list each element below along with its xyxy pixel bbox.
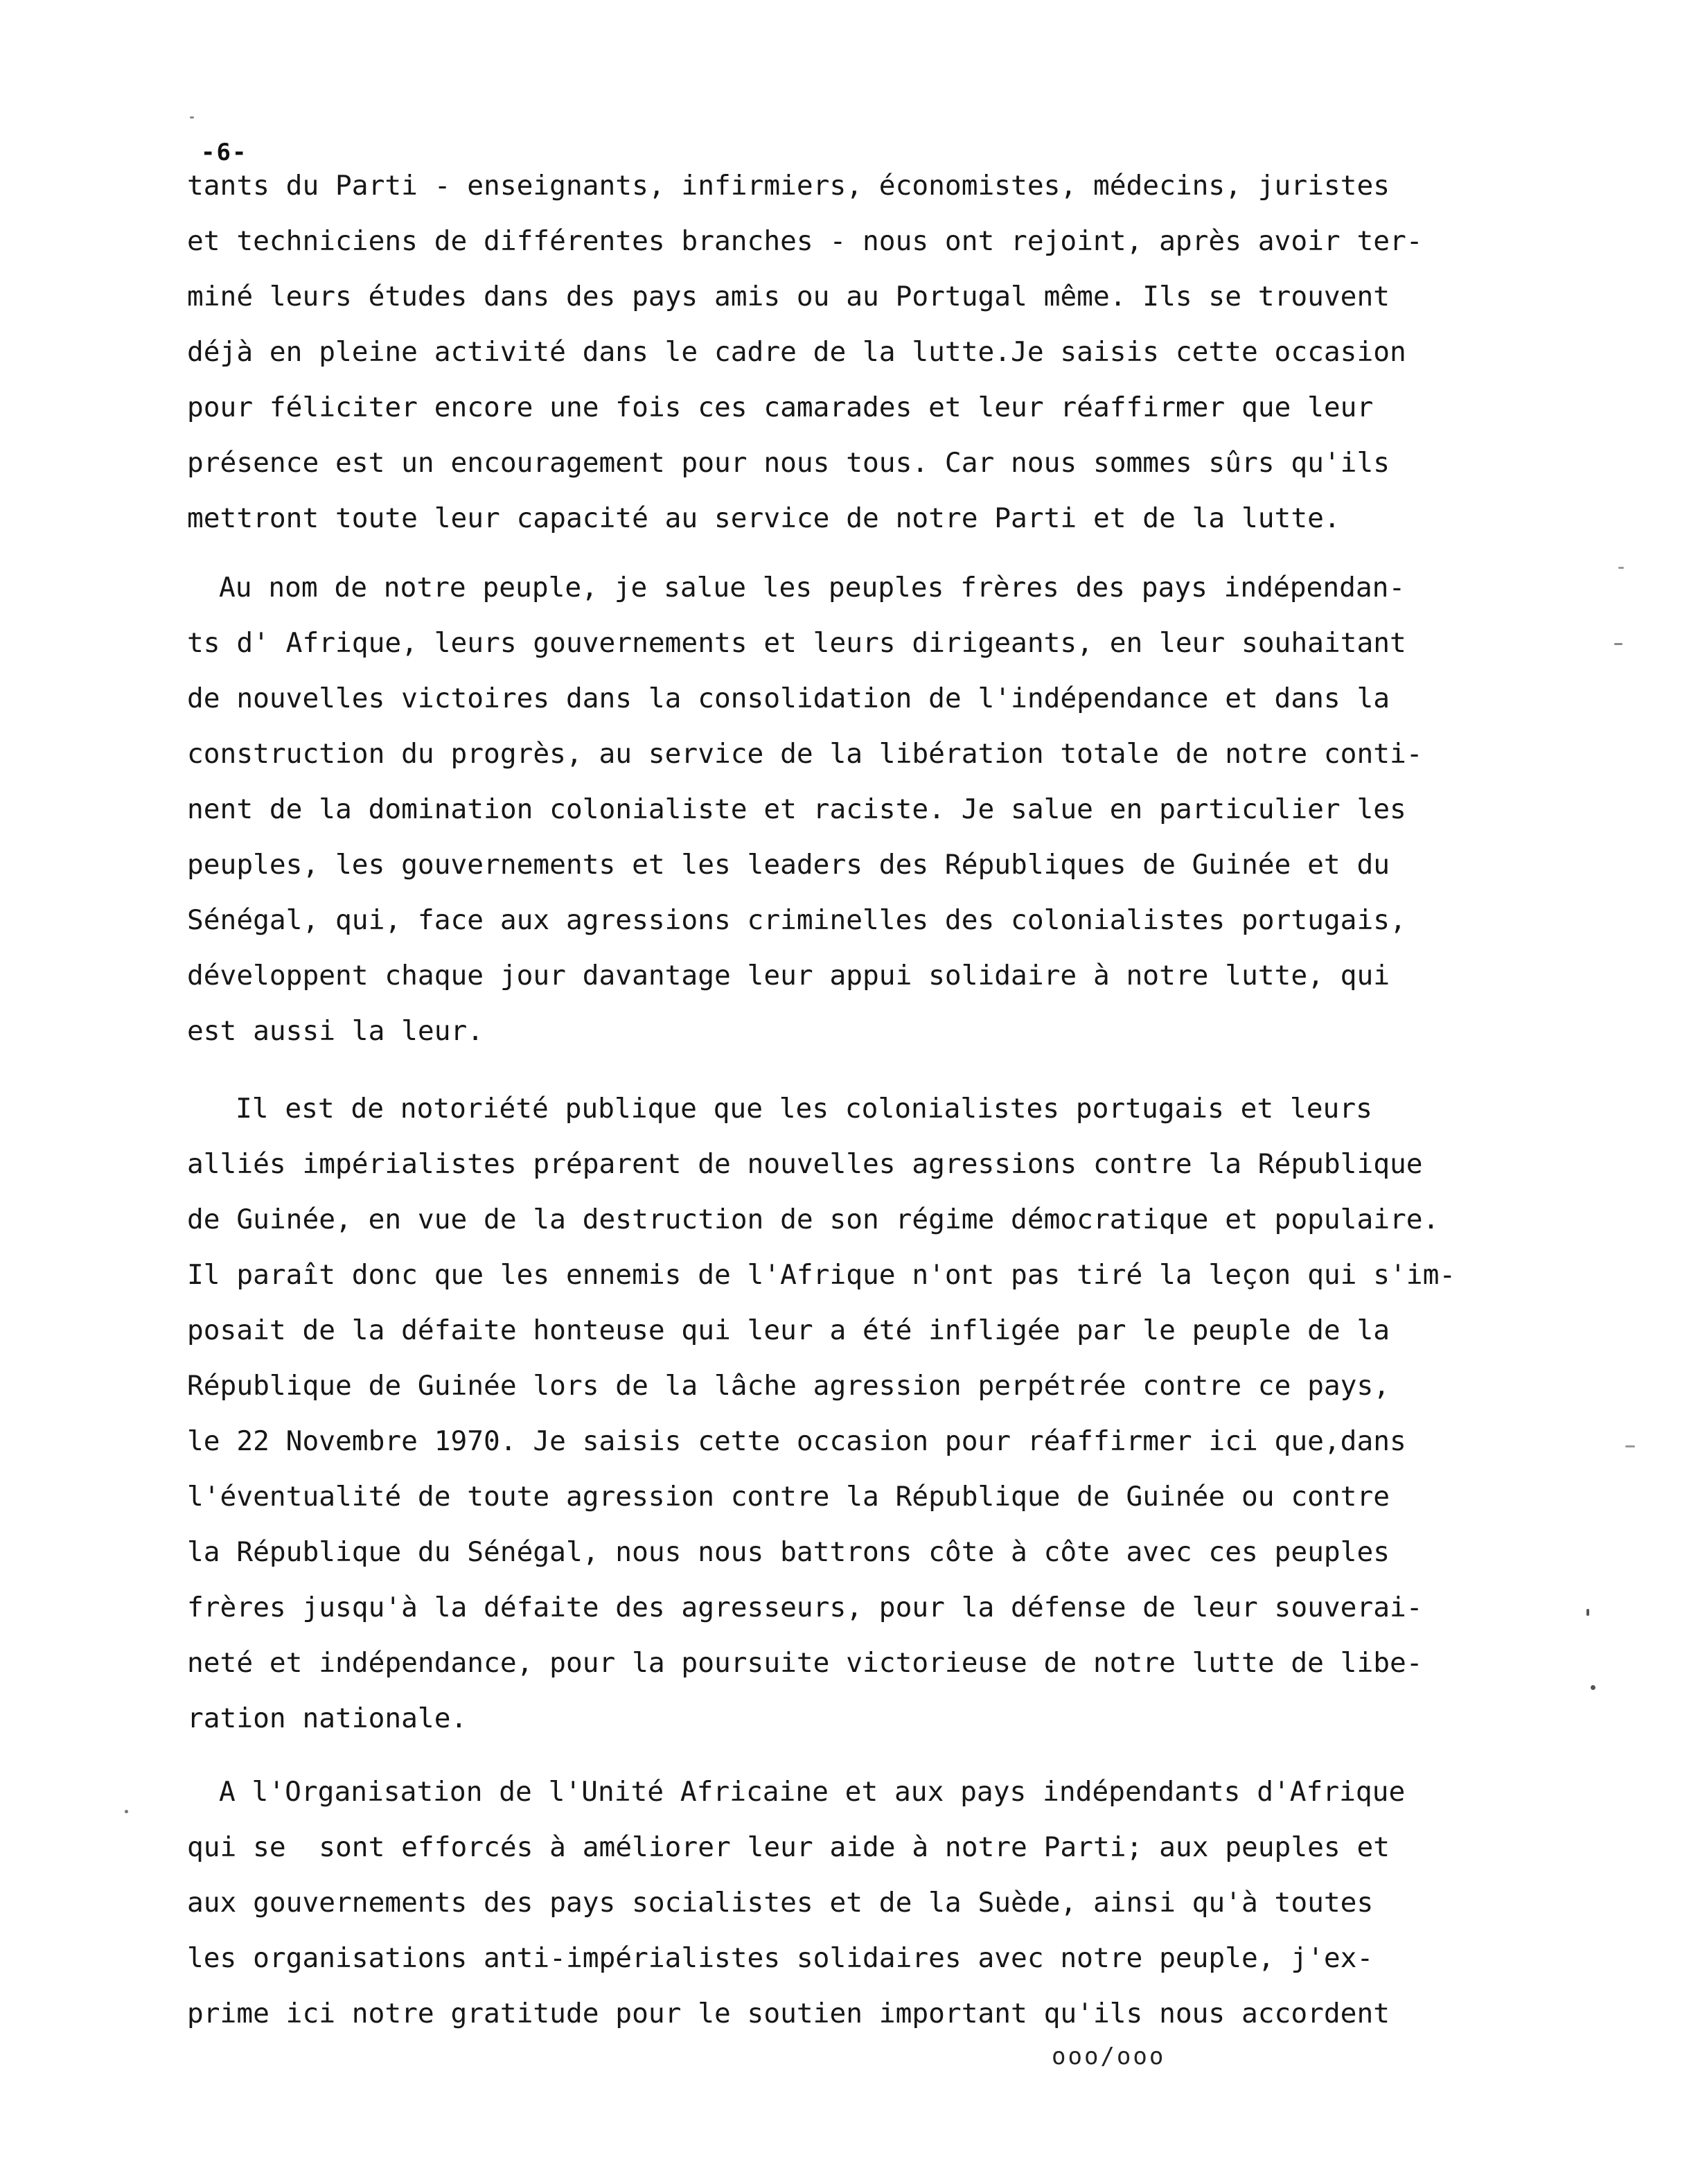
continuation-marker: ooo/ooo xyxy=(1052,2043,1166,2070)
scan-speck xyxy=(125,1810,128,1813)
text-line: développent chaque jour davantage leur appui solidaire à notre lutte, qui xyxy=(187,960,1390,992)
text-line: A l'Organisation de l'Unité Africaine et aux pays indépendants d'Afrique xyxy=(219,1776,1406,1808)
text-line: déjà en pleine activité dans le cadre de la lutte.Je saisis cette occasion xyxy=(187,336,1406,368)
page-number: -6- xyxy=(201,139,248,166)
scan-speck xyxy=(190,116,194,118)
text-line: posait de la défaite honteuse qui leur a été infligée par le peuple de la xyxy=(187,1314,1390,1346)
text-line: neté et indépendance, pour la poursuite victorieuse de notre lutte de libe- xyxy=(187,1647,1423,1679)
text-line: qui se sont efforcés à améliorer leur aide à notre Parti; aux peuples et xyxy=(187,1831,1390,1863)
text-line: pour féliciter encore une fois ces camarades et leur réaffirmer que leur xyxy=(187,391,1374,423)
text-line: tants du Parti - enseignants, infirmiers, économistes, médecins, juristes xyxy=(187,170,1390,202)
text-line: la République du Sénégal, nous nous battrons côte à côte avec ces peuples xyxy=(187,1536,1390,1568)
text-line: Il est de notoriété publique que les colonialistes portugais et leurs xyxy=(236,1093,1372,1125)
paragraph-party-cadres xyxy=(187,158,1503,546)
text-line: construction du progrès, au service de la libération totale de notre conti- xyxy=(187,738,1423,770)
scan-speck xyxy=(1618,567,1624,569)
text-line: République de Guinée lors de la lâche agression perpétrée contre ce pays, xyxy=(187,1370,1390,1402)
paragraph-aggressions-guinea xyxy=(187,1081,1503,1746)
text-line: peuples, les gouvernements et les leaders des Républiques de Guinée et du xyxy=(187,849,1390,881)
text-line: nent de la domination colonialiste et raciste. Je salue en particulier les xyxy=(187,793,1406,825)
text-line: est aussi la leur. xyxy=(187,1015,484,1047)
scan-speck xyxy=(1625,1445,1635,1447)
text-line: le 22 Novembre 1970. Je saisis cette occasion pour réaffirmer ici que,dans xyxy=(187,1425,1406,1457)
paragraph-gratitude xyxy=(187,1764,1503,2041)
text-line: Au nom de notre peuple, je salue les peuples frères des pays indépendan- xyxy=(219,572,1406,604)
text-line: ration nationale. xyxy=(187,1702,468,1734)
text-line: présence est un encouragement pour nous tous. Car nous sommes sûrs qu'ils xyxy=(187,447,1390,479)
text-line: miné leurs études dans des pays amis ou au Portugal même. Ils se trouvent xyxy=(187,281,1390,312)
text-line: de nouvelles victoires dans la consolidation de l'indépendance et dans la xyxy=(187,682,1390,714)
text-line: alliés impérialistes préparent de nouvelles agressions contre la République xyxy=(187,1148,1423,1180)
text-line: frères jusqu'à la défaite des agresseurs, pour la défense de leur souverai- xyxy=(187,1592,1423,1623)
text-line: prime ici notre gratitude pour le soutien important qu'ils nous accordent xyxy=(187,1998,1390,2029)
text-line: les organisations anti-impérialistes solidaires avec notre peuple, j'ex- xyxy=(187,1942,1374,1974)
text-line: l'éventualité de toute agression contre la République de Guinée ou contre xyxy=(187,1481,1390,1513)
text-line: et techniciens de différentes branches - nous ont rejoint, après avoir ter- xyxy=(187,225,1423,257)
text-line: Sénégal, qui, face aux agressions criminelles des colonialistes portugais, xyxy=(187,904,1406,936)
scan-speck xyxy=(1586,1609,1589,1616)
text-line: Il paraît donc que les ennemis de l'Afrique n'ont pas tiré la leçon qui s'im- xyxy=(187,1259,1456,1291)
scan-speck xyxy=(1614,643,1622,645)
text-line: aux gouvernements des pays socialistes et de la Suède, ainsi qu'à toutes xyxy=(187,1887,1374,1919)
text-line: de Guinée, en vue de la destruction de son régime démocratique et populaire. xyxy=(187,1204,1440,1235)
text-line: mettront toute leur capacité au service de notre Parti et de la lutte. xyxy=(187,502,1341,534)
paragraph-salute-african-peoples xyxy=(187,560,1503,1059)
text-line: ts d' Afrique, leurs gouvernements et leurs dirigeants, en leur souhaitant xyxy=(187,627,1406,659)
scan-speck xyxy=(1591,1685,1595,1690)
